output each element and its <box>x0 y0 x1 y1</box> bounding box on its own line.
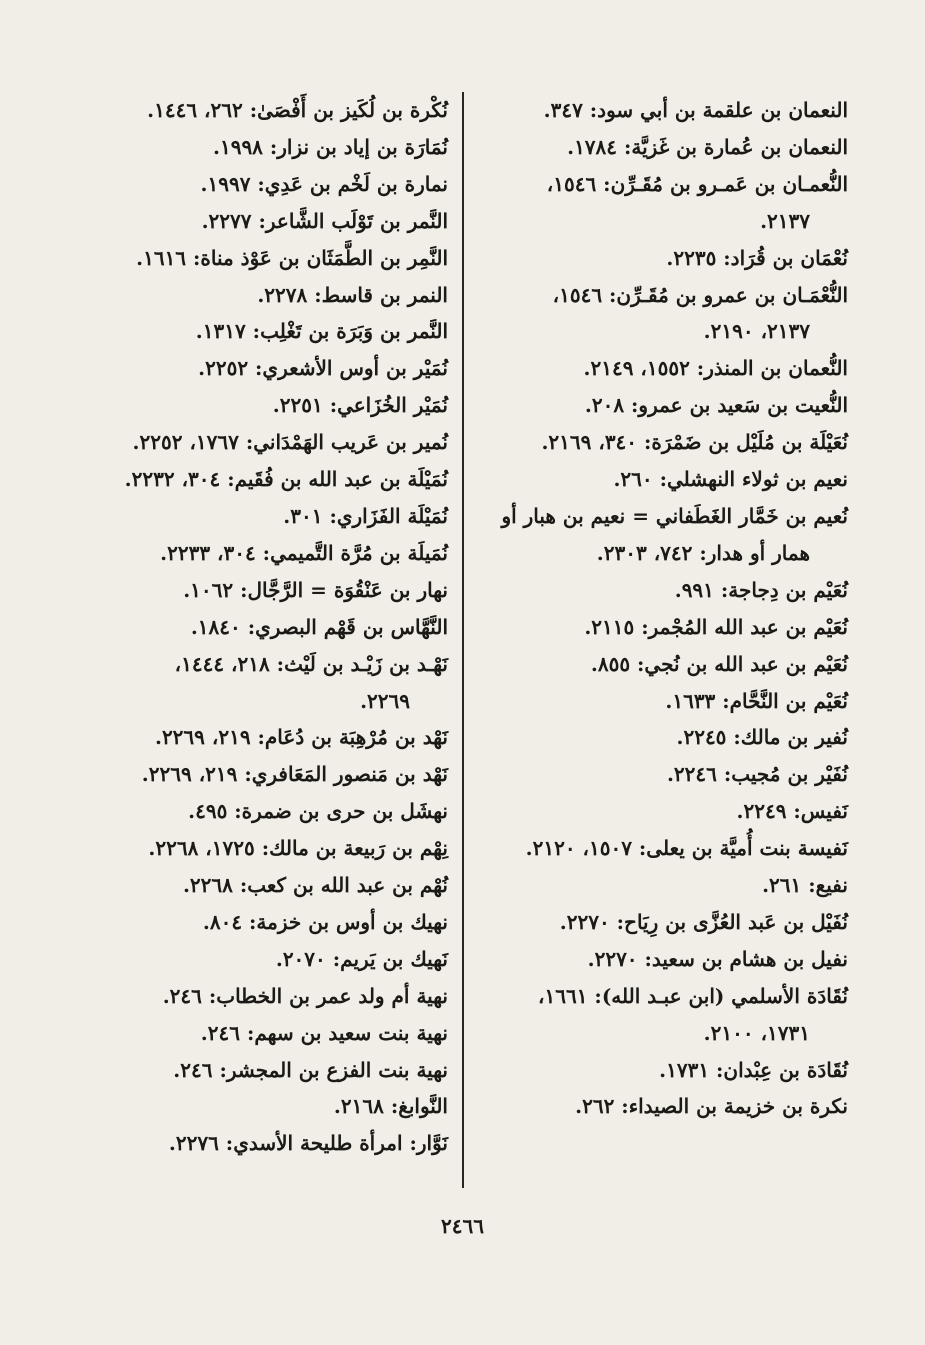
index-entry: نهار بن عَنْقُوَة = الرَّجَّال: ١٠٦٢. <box>183 577 448 602</box>
index-entry: نفيع: ٢٦١. <box>762 873 848 898</box>
index-entry: النُّعيت بن سَعيد بن عمرو: ٢٠٨. <box>584 393 848 418</box>
index-entry: نَهْـد بن زَيْـد بن لَيْث: ٢١٨، ١٤٤٤، <box>174 651 448 676</box>
index-entry: نُمَارَة بن إياد بن نزار: ١٩٩٨. <box>212 134 448 159</box>
index-entry: النمر بن قاسط: ٢٢٧٨. <box>257 282 448 307</box>
index-entry: نَهْد بن مُرْهِبَة بن دُعَام: ٢١٩، ٢٢٦٩. <box>154 725 448 750</box>
index-entry: النَّمر بن تَوْلَب الشَّاعر: ٢٢٧٧. <box>201 208 448 233</box>
index-entry-continuation: ١٧٣١، ٢١٠٠. <box>703 1020 810 1045</box>
index-entry: نُفير بن مالك: ٢٢٤٥. <box>676 725 848 750</box>
index-entry: نُفَيْل بن عَبد العُزَّى بن رِيَاح: ٢٢٧٠. <box>559 909 848 934</box>
index-entry: نكرة بن خزيمة بن الصيداء: ٢٦٢. <box>575 1094 848 1119</box>
index-entry: النعمان بن عُمارة بن غَزيَّة: ١٧٨٤. <box>567 134 848 159</box>
index-entry-continuation: ٢١٣٧. <box>760 208 810 233</box>
index-entry: نَفيسة بنت أُميَّة بن يعلى: ١٥٠٧، ٢١٢٠. <box>525 836 848 861</box>
column-divider <box>462 92 464 1188</box>
index-entry: نُمَيْلَة بن عبد الله بن فُقَيم: ٣٠٤، ٢٢٣٢. <box>124 467 448 492</box>
index-entry: نعيم بن ثولاء النهشلي: ٢٦٠. <box>613 467 848 492</box>
index-entry: نُعَيْم بن عبد الله بن نُجي: ٨٥٥. <box>590 651 848 676</box>
index-entry: نَهْد بن مَنصور المَعَافري: ٢١٩، ٢٢٦٩. <box>141 762 448 787</box>
index-entry: النُّعمان بن المنذر: ١٥٥٢، ٢١٤٩. <box>583 356 848 381</box>
index-entry: نُعَيْم بن عبد الله المُجْمر: ٢١١٥. <box>584 614 848 639</box>
index-entry: نِهْم بن رَبيعة بن مالك: ١٧٢٥، ٢٢٦٨. <box>148 836 448 861</box>
index-entry-continuation: همار أو هدار: ٧٤٢، ٢٣٠٣. <box>596 540 810 565</box>
index-column-left <box>76 92 448 1162</box>
index-entry-continuation: ٢٢٦٩. <box>360 688 410 713</box>
page-number: ٢٤٦٦ <box>441 1214 484 1238</box>
index-entry: نُعَيْلَة بن مُلَيْل بن ضَمْرَة: ٣٤٠، ٢١٦٩. <box>541 430 848 455</box>
index-entry: النَّمر بن وَبَرَة بن تَغْلِب: ١٣١٧. <box>195 319 448 344</box>
index-entry: نُمير بن عَريب الهَمْدَاني: ١٧٦٧، ٢٢٥٢. <box>132 430 448 455</box>
index-entry: نفيل بن هشام بن سعيد: ٢٢٧٠. <box>587 946 848 971</box>
index-entry: نهيك بن أوس بن خزمة: ٨٠٤. <box>202 909 448 934</box>
index-entry: نَوَّار: امرأة طليحة الأسدي: ٢٢٧٦. <box>168 1131 448 1156</box>
index-entry: نهشَل بن حرى بن ضمرة: ٤٩٥. <box>188 799 448 824</box>
index-entry: نهية أم ولد عمر بن الخطاب: ٢٤٦. <box>162 983 448 1008</box>
index-entry: نُعْمَان بن قُرَاد: ٢٢٣٥. <box>666 245 848 270</box>
index-column-right <box>478 92 848 1125</box>
index-entry: نُمَيلَة بن مُرَّة التَّميمي: ٣٠٤، ٢٢٣٣. <box>160 540 448 565</box>
index-entry: نَفيس: ٢٢٤٩. <box>736 799 848 824</box>
index-entry: نُقَادَة الأسلمي (ابن عبـد الله): ١٦٦١، <box>538 983 848 1008</box>
index-entry: نهية بنت الفزع بن المجشر: ٢٤٦. <box>173 1057 448 1082</box>
index-entry: نُهْم بن عبد الله بن كعب: ٢٢٦٨. <box>182 873 448 898</box>
index-entry: النَّمِر بن الطَّمَثَان بن عَوْذ مناة: ١٦١٦. <box>136 245 448 270</box>
index-entry: نُقَادَة بن عِبْدان: ١٧٣١. <box>659 1057 848 1082</box>
index-entry: النَّوابغ: ٢١٦٨. <box>333 1094 448 1119</box>
index-entry: نُفَيْر بن مُجيب: ٢٢٤٦. <box>666 762 848 787</box>
index-entry: نُعيم بن خَمَّار الغَطَفاني = نعيم بن هبار أو <box>501 503 848 528</box>
index-entry: النَّهَّاس بن قَهْم البصري: ١٨٤٠. <box>190 614 448 639</box>
index-entry: نَهيك بن يَريم: ٢٠٧٠. <box>275 946 448 971</box>
index-entry: نُمَيْر بن أوس الأشعري: ٢٢٥٢. <box>198 356 448 381</box>
index-entry: نُمَيْر الخُزَاعي: ٢٢٥١. <box>272 393 448 418</box>
index-entry: النُّعْمَـان بن عمرو بن مُقَـرِّن: ١٥٤٦، <box>552 282 848 307</box>
index-entry: نمارة بن لَخْم بن عَدِي: ١٩٩٧. <box>200 171 448 196</box>
index-entry-continuation: ٢١٣٧، ٢١٩٠. <box>703 319 810 344</box>
index-entry: نهية بنت سعيد بن سهم: ٢٤٦. <box>200 1020 448 1045</box>
index-entry: نُمَيْلَة الفَزَاري: ٣٠١. <box>283 503 448 528</box>
index-entry: نُعَيْم بن النَّحَّام: ١٦٣٣. <box>665 688 848 713</box>
index-entry: نُعَيْم بن دِجاجة: ٩٩١. <box>674 577 848 602</box>
index-entry: النُّعمـان بن عَمـرو بن مُقَـرِّن: ١٥٤٦، <box>546 171 848 196</box>
index-entry: النعمان بن علقمة بن أبي سود: ٣٤٧. <box>543 98 848 122</box>
index-entry: نُكْرة بن لُكَيز بن أَفْصَىٰ: ٢٦٢، ١٤٤٦. <box>147 98 448 122</box>
